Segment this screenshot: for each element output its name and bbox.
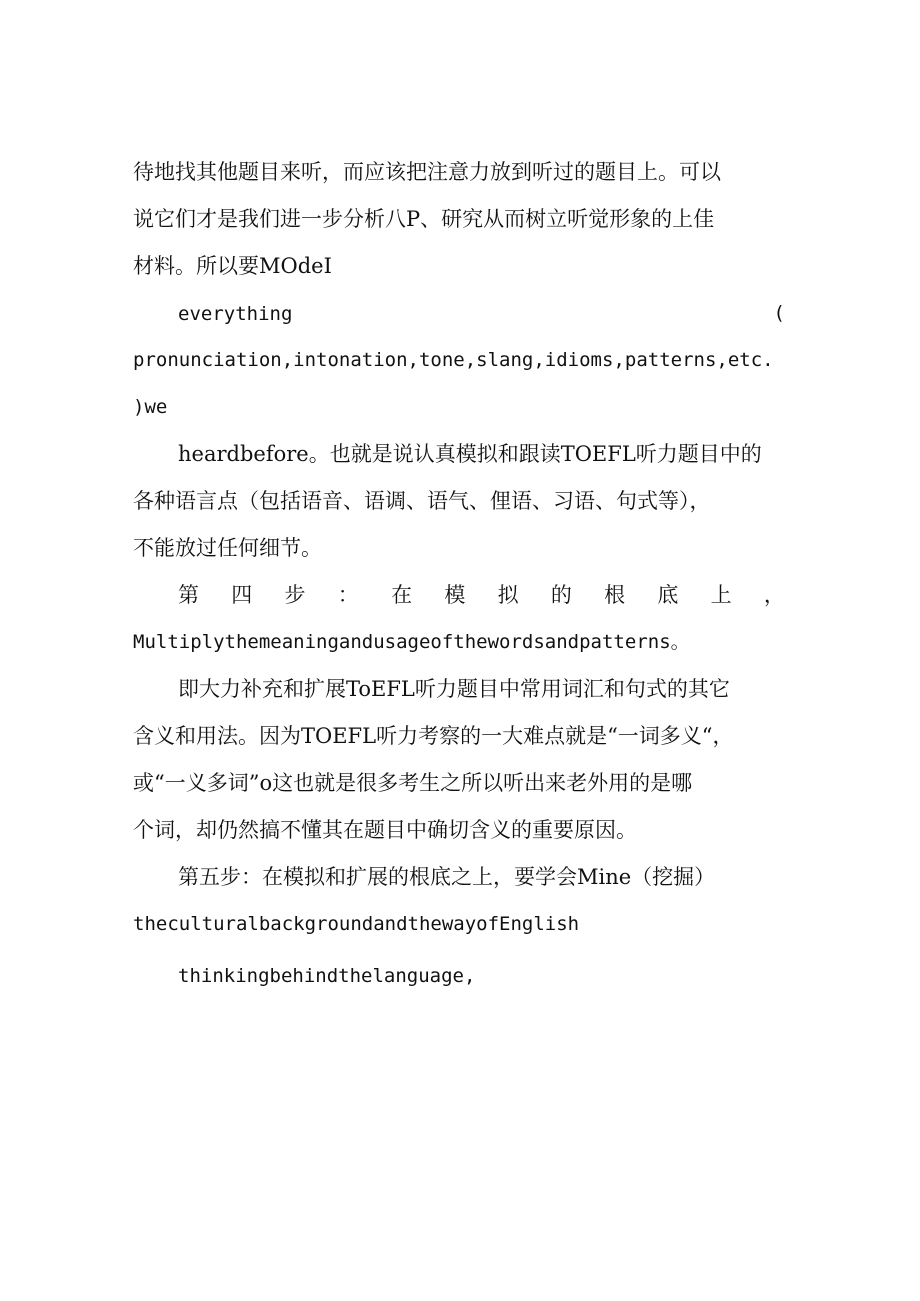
text-line-6: )we bbox=[133, 396, 168, 418]
text-line-10 bbox=[178, 581, 785, 609]
text-line-4 bbox=[178, 299, 785, 328]
text-line-17: theculturalbackgroundandthewayofEnglish bbox=[133, 913, 580, 935]
char: 第 bbox=[178, 583, 199, 607]
char: ： bbox=[337, 583, 359, 607]
text-line-7: heardbefore。也就是说认真模拟和跟读TOEFL听力题目中的 bbox=[178, 442, 762, 466]
text-line-3: 材料。所以要MOdeI bbox=[133, 254, 332, 278]
char: 上 bbox=[710, 583, 732, 607]
char: 根 bbox=[604, 583, 626, 607]
text-line-1: 待地找其他题目来听，而应该把注意力放到听过的题目上。可以 bbox=[133, 160, 721, 184]
text-line-9: 不能放过任何细节。 bbox=[133, 536, 322, 560]
text-line-8: 各种语言点（包括语音、语调、语气、俚语、习语、句式等）， bbox=[133, 489, 711, 513]
text-line-16: 第五步：在模拟和扩展的根底之上，要学会Mine（挖掘） bbox=[178, 865, 716, 889]
text-line-14: 或“一义多词”o这也就是很多考生之所以听出来老外用的是哪 bbox=[133, 771, 693, 795]
char: 模 bbox=[444, 583, 466, 607]
char: ， bbox=[763, 583, 785, 607]
text-line-11: Multiplythemeaningandusageofthewordsandpatterns。 bbox=[133, 631, 690, 653]
char: 四 bbox=[231, 583, 253, 607]
text-line-12: 即大力补充和扩展ToEFL听力题目中常用词汇和句式的其它 bbox=[178, 677, 730, 701]
char: 步 bbox=[284, 583, 306, 607]
text-line-18: thinkingbehindthelanguage, bbox=[178, 965, 476, 987]
text-open-paren: ( bbox=[773, 302, 785, 324]
text-word-everything: everything bbox=[178, 303, 293, 325]
char: 在 bbox=[391, 583, 413, 607]
char: 的 bbox=[550, 583, 572, 607]
text-line-5: pronunciation,intonation,tone,slang,idioms,patterns,etc. bbox=[133, 349, 774, 371]
text-line-15: 个词，却仍然搞不懂其在题目中确切含义的重要原因。 bbox=[133, 818, 637, 842]
text-line-2: 说它们才是我们进一步分析八P、研究从而树立听觉形象的上佳 bbox=[133, 207, 715, 231]
text-line-13: 含义和用法。因为TOEFL听力考察的一大难点就是“一词多义“， bbox=[133, 724, 734, 748]
char: 底 bbox=[657, 583, 679, 607]
char: 拟 bbox=[497, 583, 519, 607]
